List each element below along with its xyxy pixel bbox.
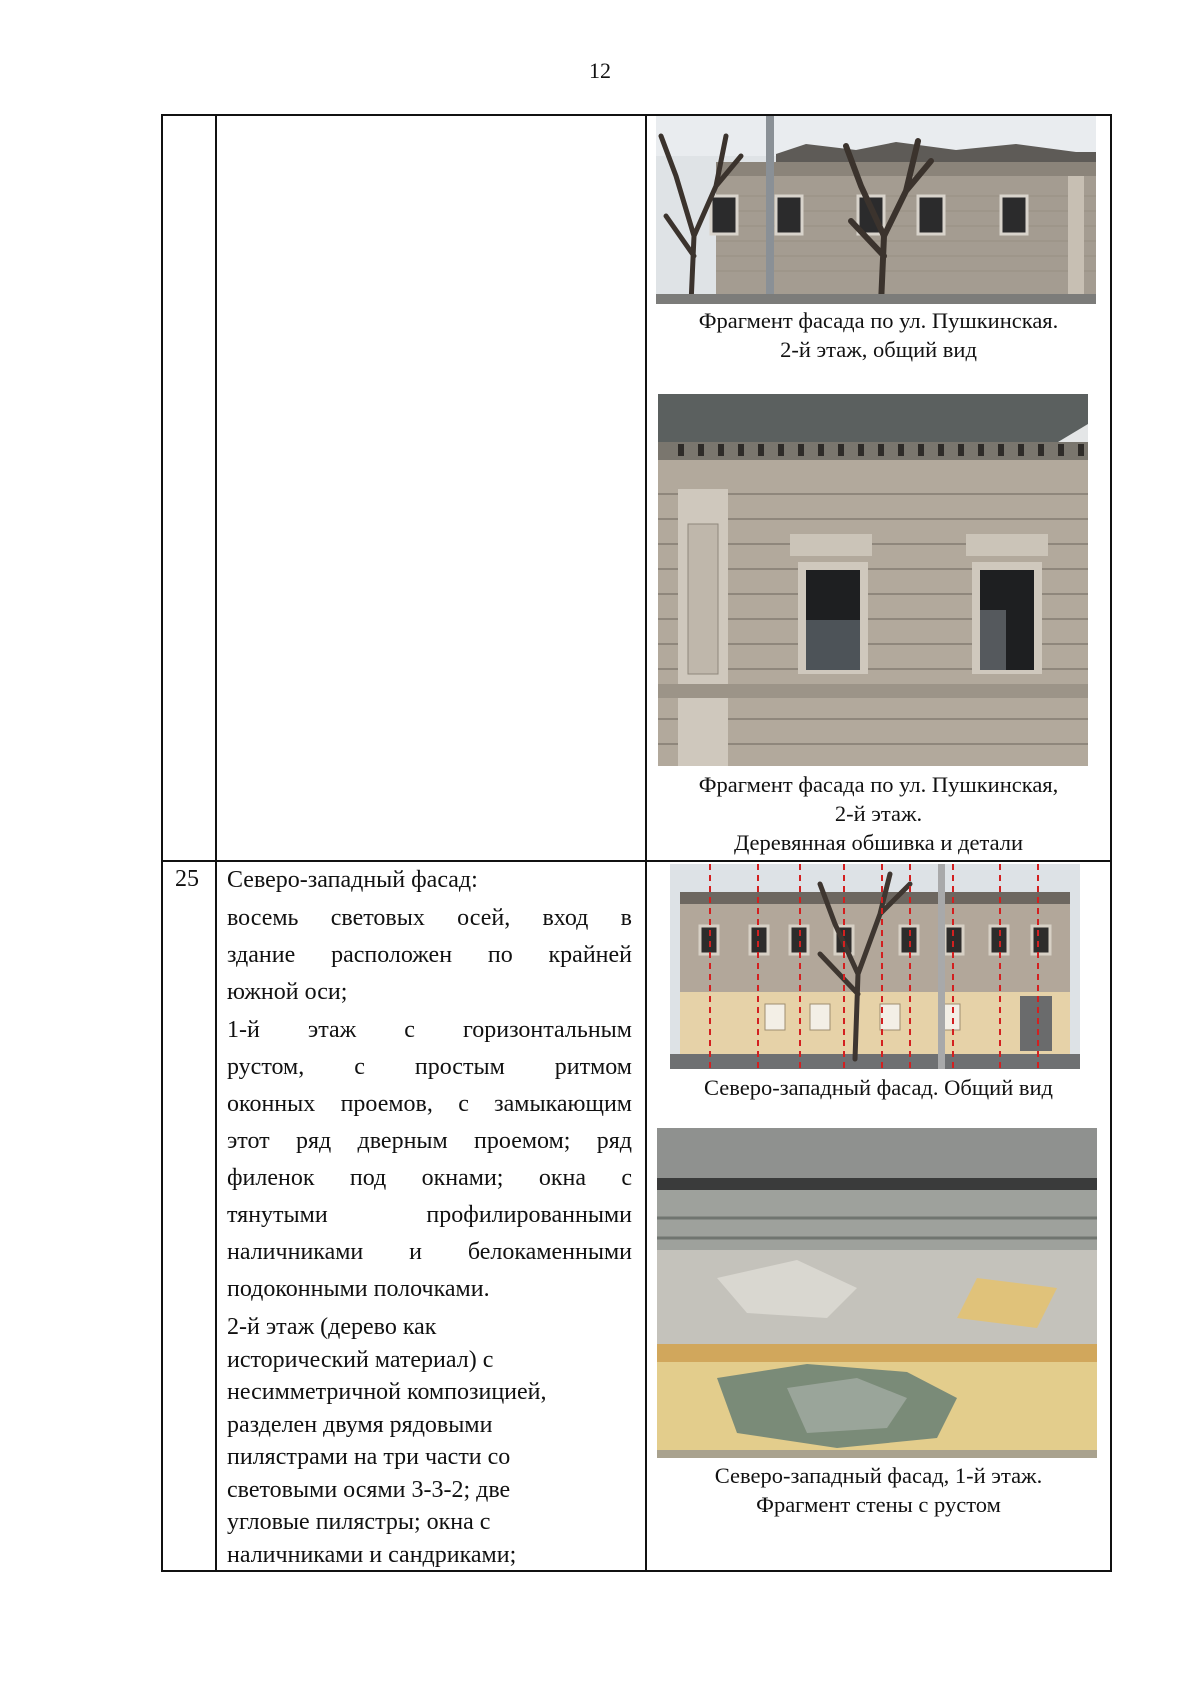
column-divider-1 <box>215 114 217 1572</box>
row-number: 25 <box>175 866 199 892</box>
caption-photo-3: Северо-западный фасад. Общий вид <box>704 1075 1053 1100</box>
table-border-right <box>1110 114 1112 1572</box>
row-25-paragraph-3: 2-й этаж (дерево как исторический материал) с несимметричной композицией, разделен двумя рядовыми пилястрами на три части со световыми осями 3-3-2; две угловые пилястры; окна с наличниками и сандриками; <box>227 1314 547 1568</box>
photo-northwest-facade-rustication <box>657 1128 1097 1458</box>
page-number: 12 <box>589 58 611 83</box>
caption-photo-1: Фрагмент фасада по ул. Пушкинская. 2-й этаж, общий вид <box>698 308 1059 362</box>
photo-pushkinskaya-wooden-cladding <box>658 394 1088 766</box>
row-25-paragraph-2: 1-й этаж с горизонтальным рустом, с простым ритмом оконных проемов, с замыкающим этот ряд дверным проемом; ряд филенок под окнами; окна с тянутыми профилированными наличниками и белокаменными подоконными полочками. <box>227 1017 632 1302</box>
caption-photo-4: Северо-западный фасад, 1-й этаж. Фрагмент стены с рустом <box>714 1463 1043 1517</box>
photo-northwest-facade-general <box>670 864 1080 1069</box>
caption-photo-2: Фрагмент фасада по ул. Пушкинская, 2-й этаж. Деревянная обшивка и детали <box>698 772 1059 855</box>
row-25-heading: Северо-западный фасад: <box>227 867 478 893</box>
table-border-left <box>161 114 163 1572</box>
row-25-paragraph-1: восемь световых осей, вход в здание расположен по крайней южной оси; <box>227 905 632 1005</box>
photo-pushkinskaya-facade-general <box>656 116 1096 304</box>
